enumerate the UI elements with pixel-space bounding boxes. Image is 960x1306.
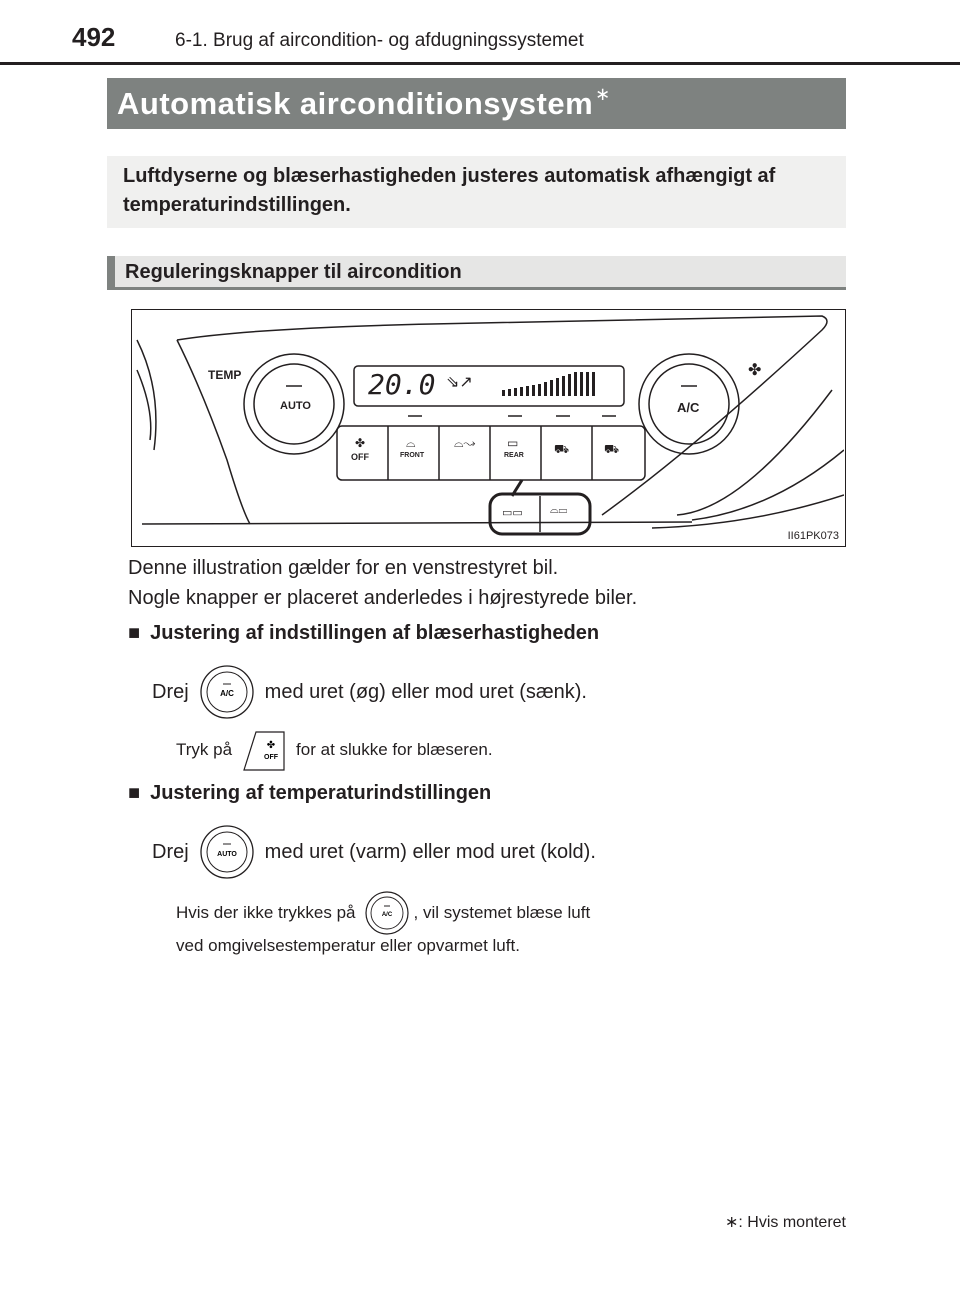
subsection-title: Reguleringsknapper til aircondition bbox=[125, 261, 462, 283]
temperature-heading: ■ Justering af temperaturindstillingen bbox=[128, 782, 492, 804]
temperature-note-line-1: Hvis der ikke trykkes på A/C , vil systemet blæse luft bbox=[176, 890, 590, 936]
off-button-icon bbox=[242, 728, 286, 772]
footnote: ∗: Hvis monteret bbox=[725, 1214, 846, 1231]
fan-off-note: Tryk på ✤ OFF for at slukke for blæseren. bbox=[176, 728, 493, 772]
off-button-label: OFF bbox=[264, 754, 279, 761]
callout-mirror-icon: ⌓▭ bbox=[550, 504, 568, 516]
svg-text:✤: ✤ bbox=[266, 740, 276, 751]
section-title-bar bbox=[107, 78, 846, 129]
temp-label: TEMP bbox=[208, 368, 242, 382]
control-panel-drawing bbox=[132, 310, 844, 545]
ac-knob-label: A/C bbox=[219, 689, 234, 698]
illustration-code: II61PK073 bbox=[787, 530, 839, 542]
section-title: Automatisk airconditionsystem ∗ bbox=[117, 84, 611, 121]
ac-knob-small-icon bbox=[364, 890, 410, 936]
knob-right-label: A/C bbox=[677, 400, 700, 415]
callout-defrost-icon: ▭▭ bbox=[502, 507, 523, 519]
temperature-note-line-2: ved omgivelsestemperatur eller opvarmet luft. bbox=[176, 936, 520, 955]
fan-speed-heading: ■ Justering af indstillingen af blæserhastigheden bbox=[128, 622, 600, 644]
temperature-instruction: Drej AUTO med uret (varm) eller mod uret (kold). bbox=[152, 824, 596, 880]
outside-air-icon: ⛟ bbox=[604, 442, 620, 456]
intro-box bbox=[107, 156, 846, 228]
display-temperature: 20.0 bbox=[368, 368, 436, 401]
bullet-icon: ■ bbox=[128, 782, 141, 804]
control-panel-illustration bbox=[131, 309, 846, 547]
button-off-label: OFF bbox=[351, 452, 369, 462]
button-rear-label: REAR bbox=[504, 452, 524, 459]
airflow-icon: ⇘↗ bbox=[446, 374, 473, 391]
auto-knob-label: AUTO bbox=[216, 851, 237, 858]
fan-speed-instruction: Drej A/C med uret (øg) eller mod uret (sænk). bbox=[152, 664, 587, 720]
chapter-title: 6-1. Brug af aircondition- og afdugningssystemet bbox=[175, 30, 584, 51]
rear-defrost-icon: ▭ bbox=[507, 436, 519, 450]
fan-icon: ✤ bbox=[748, 362, 762, 379]
page-number: 492 bbox=[72, 22, 116, 52]
subsection-bar bbox=[107, 256, 846, 290]
ac-knob-small-label: A/C bbox=[381, 912, 392, 918]
optional-marker: ∗ bbox=[595, 84, 611, 104]
intro-text: Luftdyserne og blæserhastigheden justeres automatisk afhængigt af temperaturindstillingen. bbox=[123, 165, 776, 216]
ac-knob-icon bbox=[199, 664, 255, 720]
recirculation-icon: ⛟ bbox=[554, 442, 570, 456]
air-mode-icon: ⌓↝ bbox=[454, 436, 476, 450]
header-divider bbox=[0, 62, 960, 65]
caption-line-1: Denne illustration gælder for en venstrestyret bil. bbox=[128, 557, 559, 579]
knob-left-label: AUTO bbox=[280, 400, 311, 412]
auto-knob-icon bbox=[199, 824, 255, 880]
footnote-marker: ∗ bbox=[725, 1214, 739, 1231]
button-front-label: FRONT bbox=[400, 452, 425, 459]
caption-line-2: Nogle knapper er placeret anderledes i højrestyrede biler. bbox=[128, 587, 638, 609]
front-defrost-icon: ⌓ bbox=[406, 436, 416, 450]
bullet-icon: ■ bbox=[128, 622, 141, 644]
fan-off-icon: ✤ bbox=[355, 436, 366, 450]
